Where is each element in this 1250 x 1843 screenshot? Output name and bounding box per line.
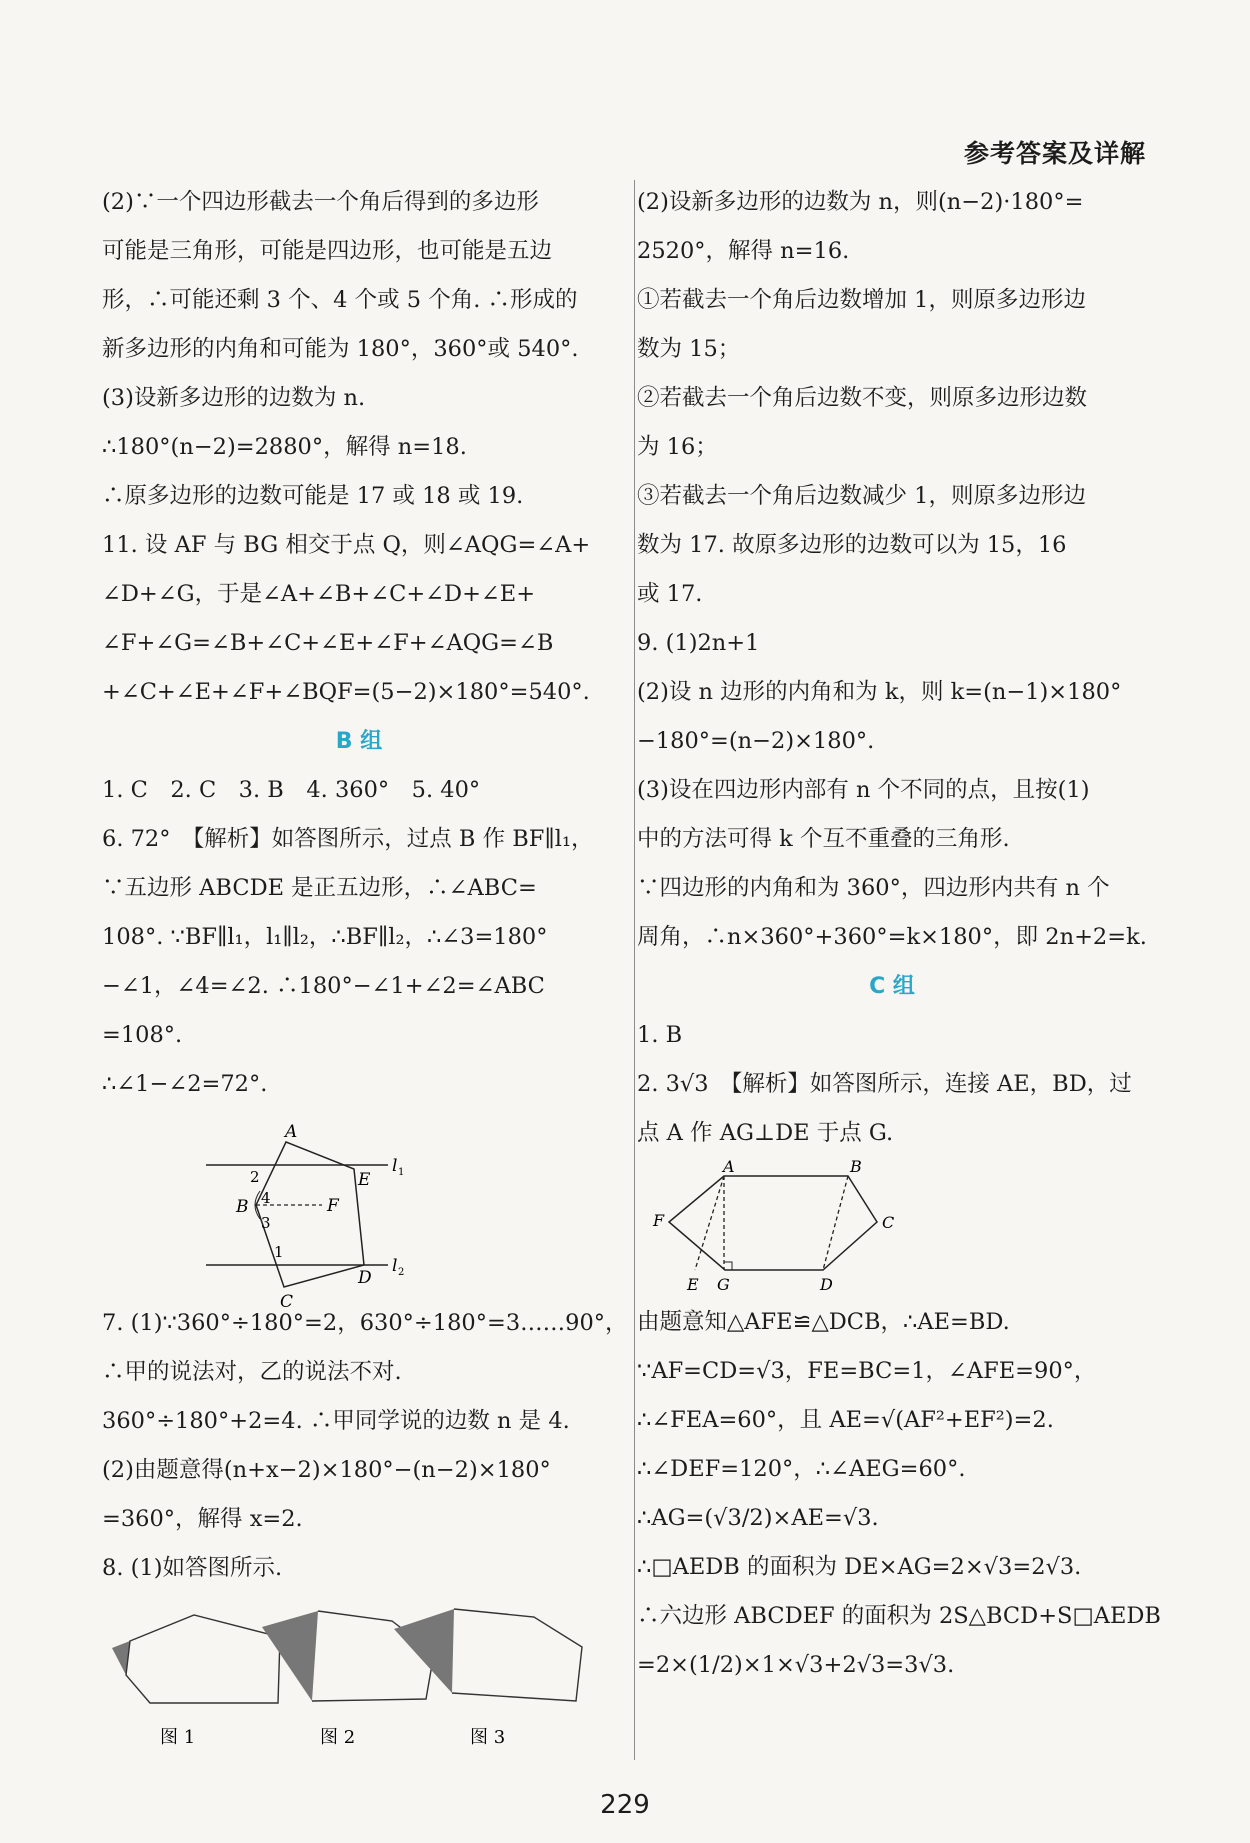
text-line: ②若截去一个角后边数不变，则原多边形边数 bbox=[637, 385, 1088, 411]
text-line: ∴∠FEA=60°，且 AE=√(AF²+EF²)=2. bbox=[637, 1407, 1054, 1433]
text-line: 数为 17. 故原多边形的边数可以为 15，16 bbox=[637, 532, 1067, 558]
right-block-2 bbox=[637, 1011, 1147, 1158]
text-line: 由题意知△AFE≌△DCB，∴AE=BD. bbox=[637, 1309, 1010, 1335]
hexagon-figure bbox=[637, 1158, 1147, 1298]
left-block-1 bbox=[102, 178, 616, 717]
text-line: 周角，∴n×360°+360°=k×180°，即 2n+2=k. bbox=[637, 924, 1147, 950]
text-line: −∠1，∠4=∠2. ∴180°−∠1+∠2=∠ABC bbox=[102, 973, 545, 999]
text-line: ∴甲的说法对，乙的说法不对. bbox=[102, 1359, 402, 1385]
fig1-polygon bbox=[126, 1615, 280, 1703]
text-line: ∴∠DEF=120°，∴∠AEG=60°. bbox=[637, 1456, 966, 1482]
text-line: 108°. ∵BF∥l₁，l₁∥l₂，∴BF∥l₂，∴∠3=180° bbox=[102, 924, 548, 950]
page-number: 229 bbox=[600, 1790, 650, 1820]
text-line: 1. B bbox=[637, 1022, 683, 1048]
label-G: G bbox=[717, 1275, 730, 1294]
text-line: ∴∠1−∠2=72°. bbox=[102, 1071, 268, 1097]
text-line: 7. (1)∵360°÷180°=2，630°÷180°=3……90°， bbox=[102, 1310, 628, 1336]
label-A: A bbox=[285, 1122, 298, 1142]
text-line: 8. (1)如答图所示. bbox=[102, 1555, 283, 1581]
text-line: ∠F+∠G=∠B+∠C+∠E+∠F+∠AQG=∠B bbox=[102, 630, 554, 656]
label-B: B bbox=[236, 1197, 249, 1217]
text-line: (3)设在四边形内部有 n 个不同的点，且按(1) bbox=[637, 777, 1090, 803]
text-line: 为 16； bbox=[637, 434, 718, 460]
pentagon-figure bbox=[102, 1109, 616, 1312]
hexagon-shape bbox=[669, 1176, 877, 1270]
text-line: (2)由题意得(n+x−2)×180°−(n−2)×180° bbox=[102, 1457, 551, 1483]
text-line: 6. 72° 【解析】如答图所示，过点 B 作 BF∥l₁， bbox=[102, 826, 594, 852]
text-line: 形，∴可能还剩 3 个、4 个或 5 个角. ∴形成的 bbox=[102, 287, 578, 313]
section-heading-b: B 组 bbox=[335, 729, 383, 754]
left-block-2 bbox=[102, 766, 616, 1109]
label-E: E bbox=[358, 1170, 371, 1190]
right-block-1 bbox=[637, 178, 1147, 962]
fig2-cut-corner bbox=[262, 1611, 318, 1701]
label-D: D bbox=[820, 1275, 833, 1294]
left-column bbox=[102, 178, 628, 1753]
left-block-3 bbox=[102, 1299, 628, 1593]
text-line: 数为 15； bbox=[637, 336, 741, 362]
text-line: ∵四边形的内角和为 360°，四边形内共有 n 个 bbox=[637, 875, 1110, 901]
label-l1-sub: 1 bbox=[398, 1167, 405, 1178]
text-line: 2. 3√3 【解析】如答图所示，连接 AE，BD，过 bbox=[637, 1071, 1132, 1097]
angle-label-1: 1 bbox=[274, 1243, 284, 1261]
text-line: 点 A 作 AG⊥DE 于点 G. bbox=[637, 1120, 894, 1146]
label-E: E bbox=[687, 1275, 699, 1294]
dashed-line-bd bbox=[823, 1176, 848, 1270]
text-line: ①若截去一个角后边数增加 1，则原多边形边 bbox=[637, 287, 1086, 313]
label-D: D bbox=[358, 1268, 372, 1288]
label-B: B bbox=[850, 1157, 862, 1176]
text-line: ∵AF=CD=√3，FE=BC=1，∠AFE=90°， bbox=[637, 1358, 1097, 1384]
label-A: A bbox=[723, 1157, 735, 1176]
cut-polygon-figures bbox=[102, 1593, 616, 1753]
text-line: ∠D+∠G，于是∠A+∠B+∠C+∠D+∠E+ bbox=[102, 581, 536, 607]
text-line: 360°÷180°+2=4. ∴甲同学说的边数 n 是 4. bbox=[102, 1408, 570, 1434]
page-header-title: 参考答案及详解 bbox=[963, 139, 1146, 168]
section-heading-c: C 组 bbox=[869, 974, 915, 999]
text-line: =108°. bbox=[102, 1022, 183, 1048]
fig3-caption: 图 3 bbox=[470, 1727, 506, 1748]
label-l2-sub: 2 bbox=[398, 1267, 405, 1278]
text-line: ③若截去一个角后边数减少 1，则原多边形边 bbox=[637, 483, 1086, 509]
fig3-cut-corner bbox=[394, 1609, 454, 1693]
text-line: =360°，解得 x=2. bbox=[102, 1506, 303, 1532]
text-line: 新多边形的内角和可能为 180°，360°或 540°. bbox=[102, 336, 579, 362]
text-line: 中的方法可得 k 个互不重叠的三角形. bbox=[637, 826, 1010, 852]
label-F: F bbox=[327, 1196, 339, 1216]
right-column bbox=[637, 178, 1161, 1690]
text-line: +∠C+∠E+∠F+∠BQF=(5−2)×180°=540°. bbox=[102, 679, 590, 705]
text-line: ∴180°(n−2)=2880°，解得 n=18. bbox=[102, 434, 467, 460]
text-line: 9. (1)2n+1 bbox=[637, 630, 760, 656]
text-line: (2)设 n 边形的内角和为 k，则 k=(n−1)×180° bbox=[637, 679, 1122, 705]
text-line: ∴原多边形的边数可能是 17 或 18 或 19. bbox=[102, 483, 524, 509]
text-line: ∵五边形 ABCDE 是正五边形，∴∠ABC= bbox=[102, 875, 537, 901]
label-F: F bbox=[653, 1211, 665, 1230]
text-line: −180°=(n−2)×180°. bbox=[637, 728, 875, 754]
text-line: 1. C 2. C 3. B 4. 360° 5. 40° bbox=[102, 777, 481, 803]
text-line: 2520°，解得 n=16. bbox=[637, 238, 850, 264]
text-line: ∴□AEDB 的面积为 DE×AG=2×√3=2√3. bbox=[637, 1554, 1082, 1580]
text-line: 或 17. bbox=[637, 581, 703, 607]
angle-label-2: 2 bbox=[250, 1168, 260, 1186]
angle-label-3: 3 bbox=[261, 1214, 271, 1232]
label-C: C bbox=[882, 1213, 895, 1232]
right-block-3 bbox=[637, 1298, 1161, 1690]
text-line: (2)设新多边形的边数为 n，则(n−2)·180°= bbox=[637, 189, 1084, 215]
right-angle-mark bbox=[724, 1262, 732, 1270]
text-line: ∴AG=(√3/2)×AE=√3. bbox=[637, 1505, 879, 1531]
text-line: (3)设新多边形的边数为 n. bbox=[102, 385, 366, 411]
text-line: =2×(1/2)×1×√3+2√3=3√3. bbox=[637, 1652, 955, 1678]
label-l1: l bbox=[392, 1156, 398, 1176]
text-line: 11. 设 AF 与 BG 相交于点 Q，则∠AQG=∠A+ bbox=[102, 532, 591, 558]
fig3-polygon bbox=[452, 1609, 582, 1701]
fig1-caption: 图 1 bbox=[160, 1727, 196, 1748]
column-divider bbox=[634, 180, 635, 1760]
label-l2: l bbox=[392, 1256, 398, 1276]
text-line: (2)∵一个四边形截去一个角后得到的多边形 bbox=[102, 189, 539, 215]
angle-label-4: 4 bbox=[261, 1189, 271, 1207]
text-line: 可能是三角形，可能是四边形，也可能是五边 bbox=[102, 238, 553, 264]
text-line: ∴六边形 ABCDEF 的面积为 2S△BCD+S□AEDB bbox=[637, 1603, 1161, 1629]
fig2-caption: 图 2 bbox=[320, 1727, 356, 1748]
label-C: C bbox=[280, 1292, 294, 1312]
